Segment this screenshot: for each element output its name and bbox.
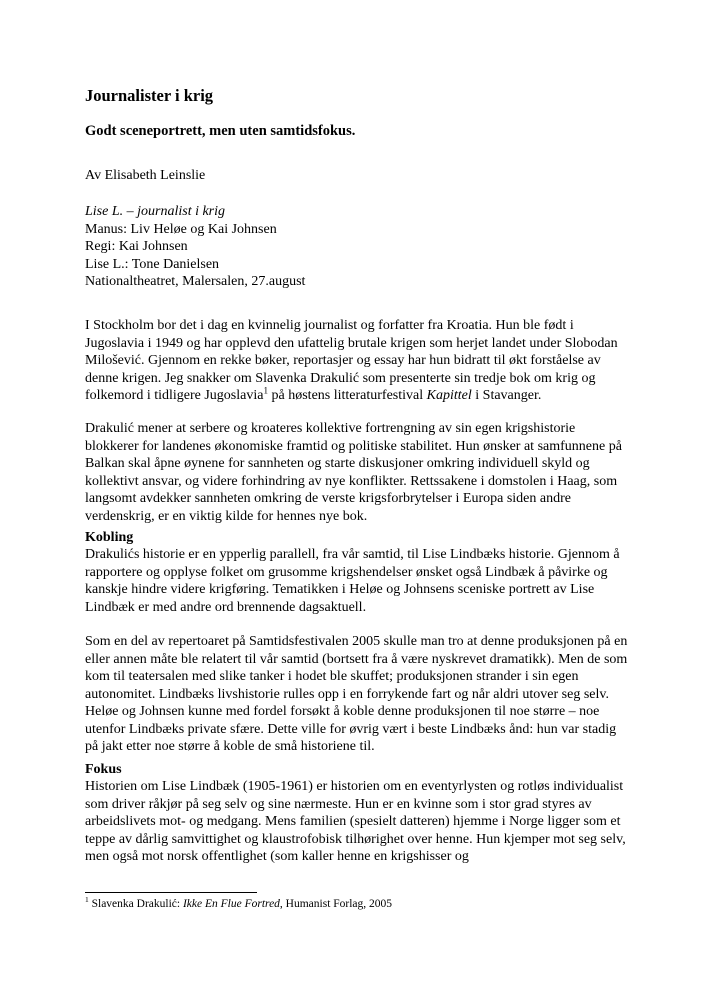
page-subtitle: Godt sceneportrett, men uten samtidsfokus. <box>85 123 356 139</box>
text-segment: Som en del av repertoaret på Samtidsfestivalen 2005 skulle man tro at denne produksjonen på en eller annen måte ble relatert til vår samtid (bortsett fra å være nyskrevet dramatikk). Men de som kom til teatersalen med slike tanker i hodet ble skuffet; produksjonen strander i sin egen autonomitet. Lindbæks livshistorie rulles opp i en forrykende fart og når aldri utover seg selv. Heløe og Johnsen kunne med fordel forsøkt å koble denne produksjonen til noe større – noe utenfor Lindbæks private sfære. Dette ville for øvrig vært i beste Lindbæks ånd: hun var stadig på jakt etter noe større å koble de små historiene til. <box>85 634 628 754</box>
footnote-reference-marker: 1 <box>263 385 269 396</box>
paragraph-fokus <box>85 778 629 866</box>
text-segment: Drakulićs historie er en ypperlig parallell, fra vår samtid, til Lise Lindbæks historie. Gjennom å rapportere og opplyse folket om grusomme krigshendelser ønsket også Lindbæk å påvirke og kanskje hindre videre krigføring. Tematikken i Heløe og Johnsens sceniske portrett av Lise Lindbæk er med andre ord brennende dagsaktuell. <box>85 547 620 615</box>
text-segment: Manus: Liv Heløe og Kai Johnsen <box>85 221 277 237</box>
text-segment: Lise L.: Tone Danielsen <box>85 256 220 272</box>
footnote-separator-rule <box>85 892 257 893</box>
text-segment: Slavenka Drakulić: <box>88 898 183 910</box>
text-segment: Historien om Lise Lindbæk (1905-1961) er historien om en eventyrlysten og rotløs individualist som driver råkjør på seg selv og sine nærmeste. Hun er en kvinne som i stor grad styres av arbeidslivets mot- og medgang. Mens familien (spesielt datteren) hjemme i Norge ligger som et teppe av dårlig samvittighet og klaustrofobisk tilhørighet over henne. Hun kjemper mot seg selv, men også mot norsk offentlighet (som kaller henne en krigshisser og <box>85 779 626 864</box>
production-credits <box>85 203 629 291</box>
text-segment: , Humanist Forlag, 2005 <box>279 898 393 910</box>
byline: Av Elisabeth Leinslie <box>85 168 206 183</box>
credit-line-regi <box>85 238 629 256</box>
paragraph-drakulic <box>85 420 629 525</box>
credit-line-manus <box>85 221 629 239</box>
footnote-reference-marker: 1 <box>85 895 89 905</box>
credit-line-venue <box>85 273 629 291</box>
section-heading-kobling: Kobling <box>85 530 134 545</box>
text-segment: i Stavanger. <box>471 388 542 403</box>
paragraph-intro <box>85 317 629 405</box>
text-segment: Drakulić mener at serbere og kroateres kollektive fortrengning av sin egen krigshistorie blokkerer for landenes økonomiske framtid og politiske stabilitet. Hun ønsker at samfunnene på Balkan skal åpne øynene for sannheten og starte diskusjoner omkring individuell skyld og kollektivt ansvar, og videre forhindring av nye konflikter. Rettssakene i domstolen i Haag, som langsomt avdekker sannheten omkring de verste krigsforbrytelser i Europa siden andre verdenskrig, er en viktig kilde for hennes nye bok. <box>85 421 622 524</box>
paragraph-kobling <box>85 546 629 616</box>
text-segment: på høstens litteraturfestival <box>268 388 427 403</box>
text-segment: I Stockholm bor det i dag en kvinnelig journalist og forfatter fra Kroatia. Hun ble født i Jugoslavia i 1949 og har opplevd den ufattelig brutale krigen som herjet landet under Slobodan Milošević. Gjennom en rekke bøker, reportasjer og essay har hun bidratt til økt forståelse av denne krigen. Jeg snakker om Slavenka Drakulić som presenterte sin tredje bok om krig og folkemord i tidligere Jugoslavia <box>85 318 618 403</box>
text-segment: Nationaltheatret, Malersalen, 27.august <box>85 274 306 289</box>
text-segment: Kapittel <box>426 388 472 403</box>
credit-line-cast <box>85 256 629 274</box>
text-segment: Regi: Kai Johnsen <box>85 239 188 254</box>
footnote <box>85 897 629 912</box>
text-segment: Lise L. – journalist i krig <box>85 204 226 219</box>
section-heading-fokus: Fokus <box>85 762 122 777</box>
credit-line-title <box>85 203 629 221</box>
page-title: Journalister i krig <box>85 86 214 105</box>
paragraph-samtidsfestivalen <box>85 633 629 756</box>
text-segment: Ikke En Flue Fortred <box>182 898 280 910</box>
